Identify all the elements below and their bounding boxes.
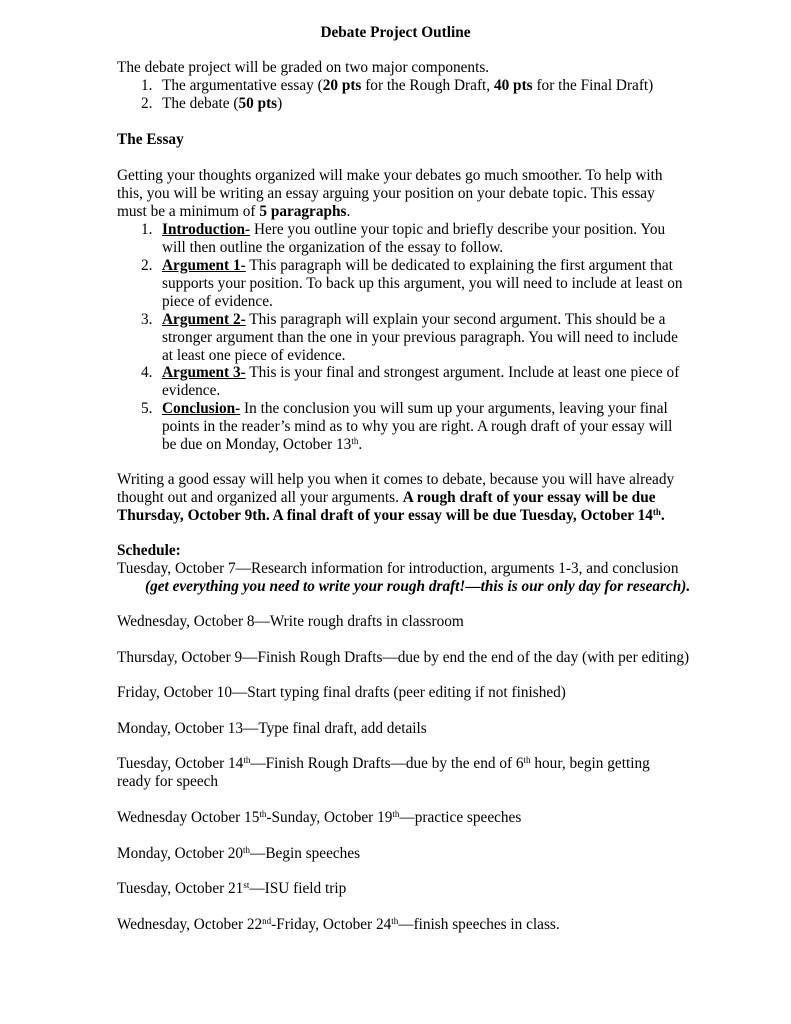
schedule-entry: Friday, October 10—Start typing final drafts (peer editing if not finished) [117, 684, 566, 701]
schedule-entry-line: ready for speech [117, 773, 219, 790]
essay-list-item: 1. Introduction- Here you outline your topic and briefly describe your position. You [141, 221, 666, 238]
essay-p2-line: Writing a good essay will help you when it comes to debate, because you will have already [117, 471, 675, 488]
schedule-note: (get everything you need to write your rough draft!—this is our only day for research). [145, 578, 691, 595]
essay-list-line: piece of evidence. [162, 293, 273, 310]
essay-heading: The Essay [117, 131, 184, 148]
schedule-entry: Wednesday, October 8—Write rough drafts in classroom [117, 613, 464, 630]
essay-list-line: will then outline the organization of the essay to follow. [162, 239, 504, 256]
schedule-entry: Tuesday, October 7—Research information for introduction, arguments 1-3, and conclusion [117, 560, 679, 577]
document-title: Debate Project Outline [320, 24, 471, 41]
item-label: Argument 2- [162, 311, 246, 328]
essay-list-line: be due on Monday, October 13th. [162, 436, 363, 453]
essay-list-line: stronger argument than the one in your previous paragraph. You will need to include [162, 329, 678, 346]
intro-item-1: 1. The argumentative essay (20 pts for the Rough Draft, 40 pts for the Final Draft) [141, 77, 654, 94]
intro-text: The debate project will be graded on two major components. [117, 59, 490, 76]
essay-list-line: at least one piece of evidence. [162, 347, 346, 364]
schedule-entry: Monday, October 13—Type final draft, add details [117, 720, 427, 737]
item-label: Argument 3- [162, 364, 246, 381]
essay-p1-line: this, you will be writing an essay arguing your position on your debate topic. This essay [117, 185, 655, 202]
essay-list-item: 5. Conclusion- In the conclusion you will sum up your arguments, leaving your final [141, 400, 668, 417]
schedule-entry: Tuesday, October 14th—Finish Rough Drafts—due by the end of 6th hour, begin getting [117, 755, 650, 772]
essay-p1-line: must be a minimum of 5 paragraphs. [117, 203, 351, 220]
item-label: Introduction- [162, 221, 251, 238]
schedule-entry: Monday, October 20th—Begin speeches [117, 845, 361, 862]
schedule-entry: Wednesday, October 22nd-Friday, October 24th—finish speeches in class. [117, 916, 560, 933]
essay-list-item: 2. Argument 1- This paragraph will be dedicated to explaining the first argument that [141, 257, 673, 274]
schedule-entry: Tuesday, October 21st—ISU field trip [117, 880, 347, 897]
essay-p2-line: thought out and organized all your arguments. A rough draft of your essay will be due [117, 489, 656, 506]
schedule-entry: Wednesday October 15th-Sunday, October 19th—practice speeches [117, 809, 522, 826]
essay-list-item: 4. Argument 3- This is your final and strongest argument. Include at least one piece of [141, 364, 680, 381]
schedule-entry: Thursday, October 9—Finish Rough Drafts—due by end the end of the day (with per editing) [117, 649, 690, 666]
essay-list-item: 3. Argument 2- This paragraph will explain your second argument. This should be a [141, 311, 666, 328]
intro-item-2: 2. The debate (50 pts) [141, 95, 283, 112]
item-label: Conclusion- [162, 400, 241, 417]
essay-list-line: points in the reader’s mind as to why you are right. A rough draft of your essay will [162, 418, 673, 435]
essay-p1-line: Getting your thoughts organized will make your debates go much smoother. To help with [117, 167, 663, 184]
essay-list-line: evidence. [162, 382, 221, 399]
essay-p2-line: Thursday, October 9th. A final draft of your essay will be due Tuesday, October 14th. [117, 507, 665, 524]
essay-list-line: supports your position. To back up this argument, you will need to include at least on [162, 275, 683, 292]
item-label: Argument 1- [162, 257, 246, 274]
schedule-heading: Schedule: [117, 542, 181, 559]
